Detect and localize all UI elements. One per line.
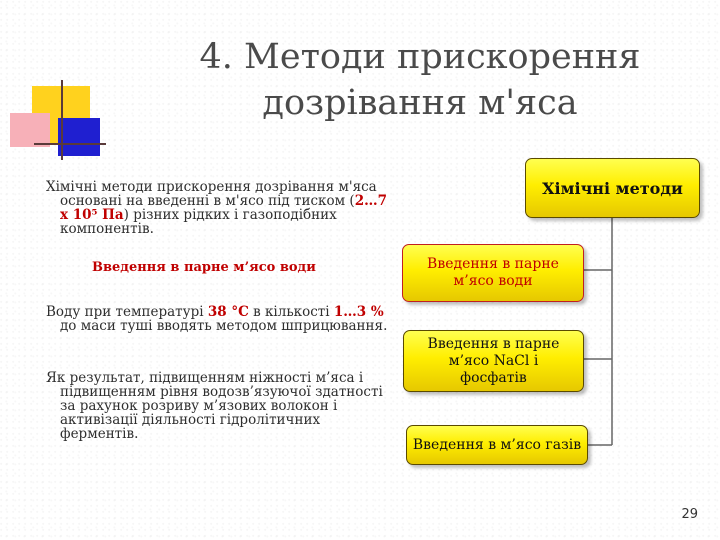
- intro-text-start: Хімічні методи прискорення дозрівання м'яса основані на введенні в м'ясо під тиском (: [46, 179, 377, 209]
- temperature-value: 38 °С: [207, 304, 249, 320]
- water-text-start: Воду при температурі: [46, 304, 208, 320]
- amount-value: 1…3 %: [333, 304, 384, 320]
- intro-paragraph: [46, 180, 390, 236]
- title-line-1: 4. Методи прискорення: [199, 37, 641, 77]
- water-injection-heading: Введення в парне м’ясо води: [92, 260, 316, 275]
- water-text-mid: в кількості: [248, 304, 334, 320]
- title-line-2: дозрівання м'яса: [262, 83, 578, 123]
- water-paragraph: [46, 305, 390, 333]
- deco-vertical-line: [61, 80, 63, 160]
- chemical-methods-box: Хімічні методи: [525, 158, 700, 218]
- intro-text-end: ) різних рідких і газоподібних компонентів.: [60, 207, 337, 237]
- deco-horizontal-line: [34, 143, 106, 145]
- page-title: [140, 34, 700, 126]
- water-injection-box: Введення в парне м’ясо води: [402, 244, 584, 302]
- deco-pink-square: [10, 113, 50, 147]
- result-paragraph: Як результат, підвищенням ніжності м’яса і підвищенням рівня водозв’язуючої здатності за рахунок розриву м’язових волокон і активізації діяльності гідролітичних ферментів.: [46, 370, 383, 442]
- gas-injection-box: Введення в м’ясо газів: [406, 425, 588, 465]
- nacl-phosphate-box: Введення в парне м’ясо NaCl і фосфатів: [403, 330, 584, 392]
- pressure-value: 2…7 х 10⁵ Па: [60, 193, 387, 223]
- water-text-end: до маси туші вводять методом шприцювання.: [60, 318, 388, 334]
- page-number: 29: [681, 507, 698, 522]
- deco-blue-square: [58, 118, 100, 156]
